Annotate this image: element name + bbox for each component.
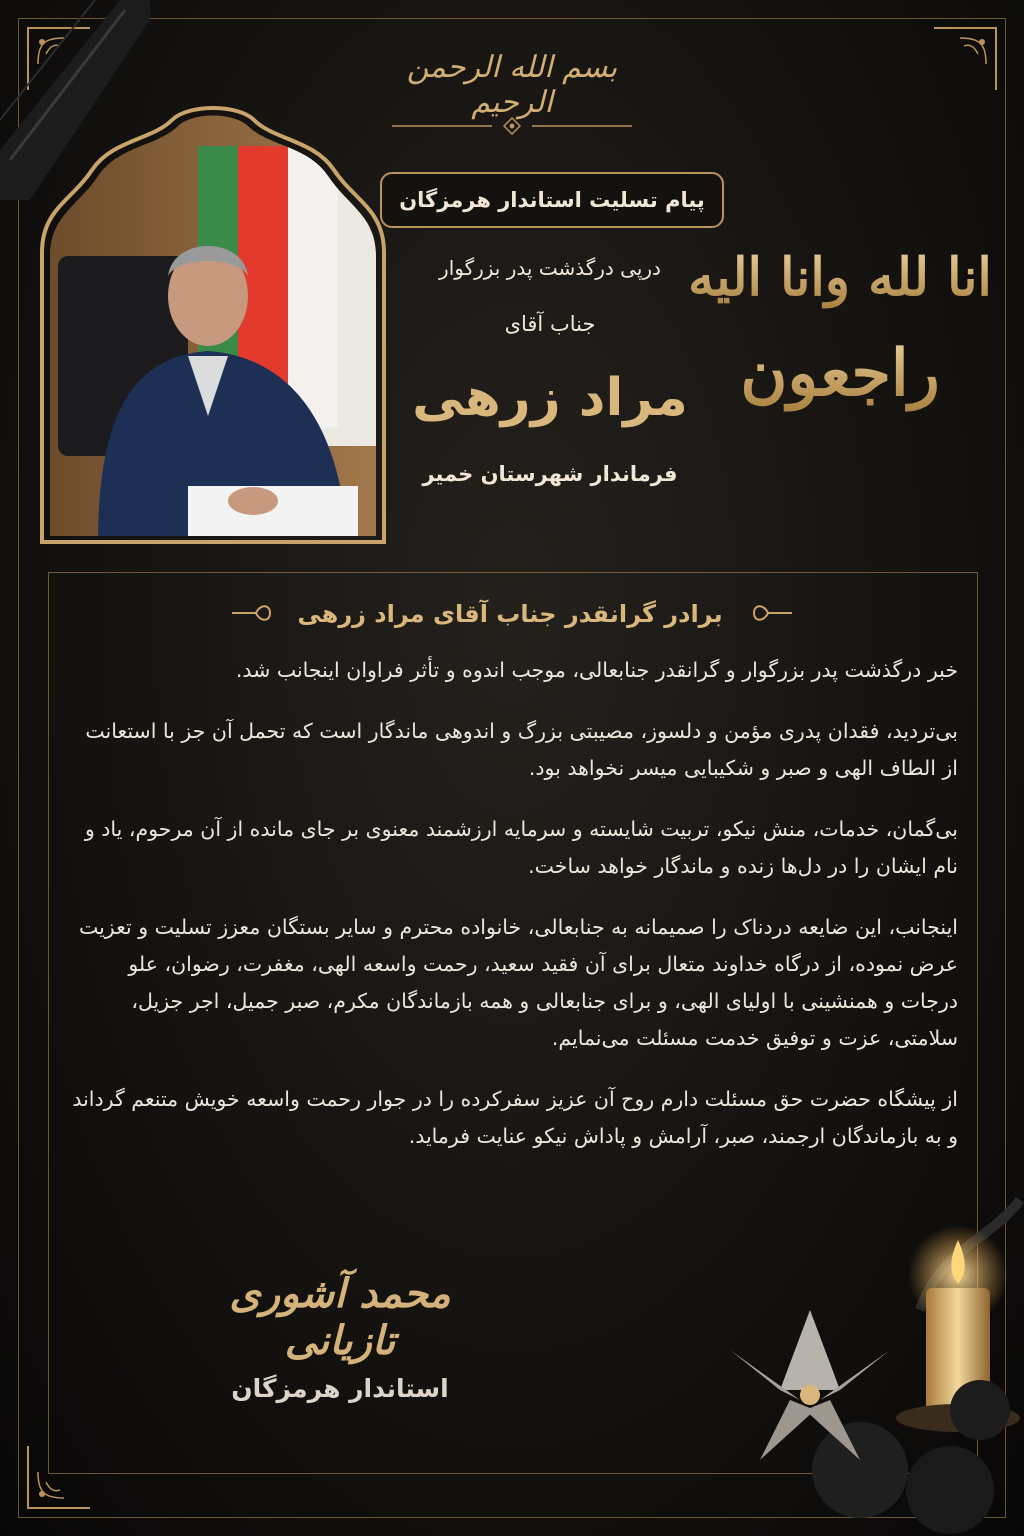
paragraph: خبر درگذشت پدر بزرگوار و گرانقدر جنابعالی، موجب اندوه و تأثر فراوان اینجانب شد. xyxy=(235,658,958,682)
page-title: پیام تسلیت استاندار هرمزگان xyxy=(380,172,724,228)
recipient-role: فرماندار شهرستان خمیر xyxy=(422,462,678,486)
signature: محمد آشوری تازیانی xyxy=(229,1270,451,1364)
paragraph: بی‌تردید، فقدان پدری مؤمن و دلسوز، مصیبتی بزرگ و اندوهی ماندگار است که تحمل آن جز با استعانت از الطاف الهی و صبر و شکیبایی میسر نخواهد بود. xyxy=(85,719,958,780)
paragraph: از پیشگاه حضرت حق مسئلت دارم روح آن عزیز سفرکرده را در جوار رحمت واسعه خویش متنعم گرداند و به بازماندگان ارجمند، صبر، آرامش و پاداش نیکو عنایت فرماید. xyxy=(72,1087,958,1148)
calligraphy-line-1: انا لله وانا الیه xyxy=(688,247,992,308)
inna-lillah-calligraphy xyxy=(688,175,992,465)
deceased-son-name: مراد زرهی xyxy=(412,368,688,428)
divider-ornament xyxy=(392,116,632,136)
official-portrait xyxy=(38,106,388,542)
message-body xyxy=(66,652,958,1179)
honorific: جناب آقای xyxy=(504,312,596,336)
subtitle: درپی درگذشت پدر بزرگوار xyxy=(439,256,661,280)
corner-ornament-top-right xyxy=(930,24,1000,94)
salutation: برادر گرانقدر جناب آقای مراد زرهی xyxy=(297,600,723,628)
paragraph: اینجانب، این ضایعه دردناک را صمیمانه به جنابعالی، خانواده محترم و سایر بستگان معزز تسلیت و تعزیت عرض نموده، از درگاه خداوند متعال برای آن فقید سعید، رحمت واسعه الهی، مغفرت، رضوان، علو درجات و همنشینی با اولیای الهی، و برای جنابعالی و همه بازماندگان مکرم، صبر جمیل، اجر جزیل، سلامتی، عزت و توفیق خدمت مسئلت می‌نمایم. xyxy=(78,915,958,1050)
calligraphy-line-2: راجعون xyxy=(740,336,940,411)
bismillah-calligraphy: بسم الله الرحمن الرحیم xyxy=(406,50,618,120)
paragraph: بی‌گمان، خدمات، منش نیکو، تربیت شایسته و سرمایه ارزشمند معنوی بر جای مانده از آن مرحوم، یاد و نام ایشان را در دل‌ها زنده و ماندگار خواهد ساخت. xyxy=(84,817,958,878)
signatory-title: استاندار هرمزگان xyxy=(231,1374,449,1403)
lily-and-candle-icon xyxy=(690,1200,1024,1536)
